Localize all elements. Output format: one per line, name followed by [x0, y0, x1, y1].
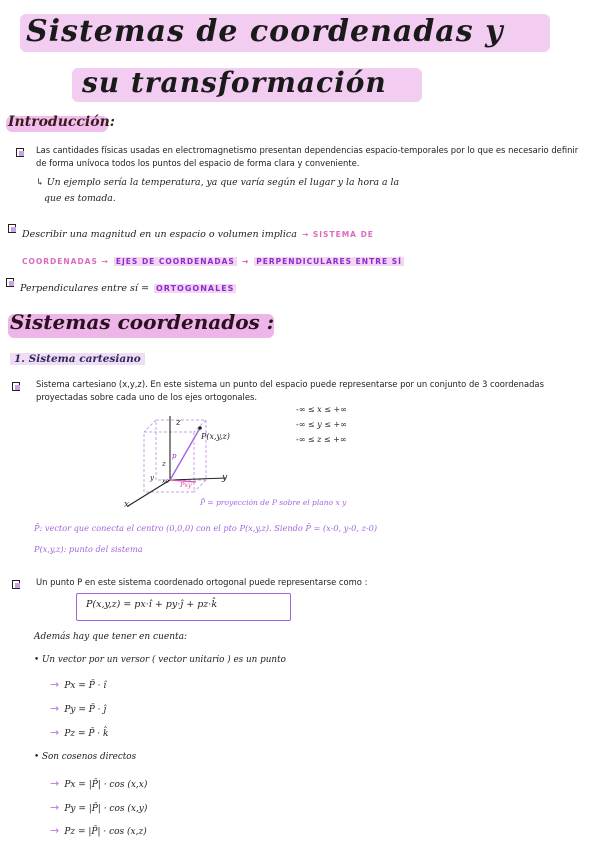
- vector-definition: P̄: vector que conecta el centro (0,0,0) con el pto P(x,y,z). Siendo P̄ = (x-0, y-0, z-0): [34, 523, 378, 533]
- perp-text: Perpendiculares entre sí =: [20, 283, 149, 294]
- perp-ortogonales: ORTOGONALES: [156, 284, 235, 293]
- cartesian-paragraph-1: Sistema cartesiano (x,y,z). En este sistema un punto del espacio puede representarse por un conjunto de 3 coordenadas: [36, 379, 544, 389]
- versor-item-text: Py = P̄ · ĵ: [64, 705, 107, 715]
- bullet-versor: • Un vector por un versor ( vector unitario ) es un punto: [34, 655, 286, 665]
- bullet-cosenos: • Son cosenos directos: [34, 752, 137, 762]
- bullet-icon: [16, 148, 24, 157]
- bullet-icon: [6, 278, 14, 287]
- range-y: -∞ ≤ y ≤ +∞: [296, 420, 347, 429]
- section-heading-text: Sistemas coordenados: [10, 310, 260, 334]
- cos-item-text: Pz = |P̄| · cos (x,z): [64, 827, 147, 837]
- projection-note: P̄ = proyección de P sobre el plano x y: [200, 498, 347, 507]
- arrow-icon: →: [50, 824, 60, 837]
- fig-x-axis-label: x: [124, 500, 130, 510]
- point-definition: P(x,y,z): punto del sistema: [34, 544, 143, 554]
- cos-item-3: [50, 819, 147, 838]
- fig-xo-label: xo: [162, 478, 169, 485]
- bullet-icon: [12, 580, 20, 589]
- versor-item-text: Pz = P̄ · k̂: [64, 729, 109, 739]
- cos-item-2: [50, 796, 147, 815]
- intro-heading: Introducción:: [8, 114, 115, 130]
- range-z: -∞ ≤ z ≤ +∞: [296, 435, 347, 444]
- describe-highlight-sistema: → SISTEMA DE: [301, 230, 374, 239]
- arrow-icon: →: [50, 678, 60, 691]
- fig-y-axis-label: y: [222, 473, 228, 483]
- cartesian-paragraph-2: Un punto P en este sistema coordenado ortogonal puede representarse como :: [36, 577, 368, 587]
- bullet-icon: [12, 382, 20, 391]
- intro-paragraph-1b: de forma unívoca todos los puntos del espacio de forma clara y conveniente.: [36, 158, 360, 168]
- describe-ejes: EJES DE COORDENADAS: [115, 257, 235, 266]
- cos-item-text: Px = |P̄| · cos (x,x): [64, 780, 148, 790]
- versor-item-2: [50, 697, 106, 716]
- fig-z-small-label: z: [162, 460, 166, 468]
- describe-line-2: [22, 249, 404, 268]
- versor-item-1: [50, 673, 106, 692]
- versor-item-3: [50, 721, 108, 740]
- fig-z-axis-label: z: [176, 418, 181, 428]
- formula: P(x,y,z) = px·î + py·ĵ + pz·k̂: [86, 599, 218, 610]
- fig-point-label: P(x,y,z): [201, 432, 230, 441]
- cartesian-heading: 1. Sistema cartesiano: [10, 353, 145, 365]
- describe-line-1: [22, 222, 374, 241]
- page-title-line1: Sistemas de coordenadas y: [26, 14, 504, 49]
- page-title-line2: su transformación: [82, 66, 387, 99]
- intro-example-1: ↳ Un ejemplo sería la temperatura, ya que varía según el lugar y la hora a la: [36, 177, 399, 188]
- perpendiculares-line: [20, 276, 236, 295]
- arrow-icon: →: [50, 702, 60, 715]
- describe-coordenadas: COORDENADAS →: [22, 257, 109, 266]
- cartesian-paragraph-1b: proyectadas sobre cada uno de los ejes ortogonales.: [36, 392, 258, 402]
- versor-item-text: Px = P̄ · î: [64, 681, 107, 691]
- describe-text: Describir una magnitud en un espacio o volumen implica: [22, 229, 297, 240]
- describe-perpendiculares: PERPENDICULARES ENTRE SÍ: [256, 257, 402, 266]
- arrow-icon: →: [50, 726, 60, 739]
- range-x: -∞ ≤ x ≤ +∞: [296, 405, 347, 414]
- arrow-icon: →: [50, 777, 60, 790]
- cos-item-text: Py = |P̄| · cos (x,y): [64, 804, 148, 814]
- section-heading: Sistemas coordenados :: [10, 310, 275, 334]
- arrow-icon: →: [50, 801, 60, 814]
- fig-p-label: p: [172, 452, 177, 460]
- cos-item-1: [50, 772, 147, 791]
- note-line: Además hay que tener en cuenta:: [34, 632, 188, 642]
- intro-example-2: que es tomada.: [44, 193, 116, 204]
- intro-paragraph-1: Las cantidades físicas usadas en electromagnetismo presentan dependencias espacio-temporales por lo que es necesario definir: [36, 145, 579, 155]
- fig-pxy-label: P̄xy: [180, 481, 192, 489]
- intro-heading-text: Introducción: [8, 114, 110, 130]
- describe-arrow: →: [241, 257, 250, 266]
- fig-y-small-label: y: [150, 474, 154, 482]
- bullet-icon: [8, 224, 16, 233]
